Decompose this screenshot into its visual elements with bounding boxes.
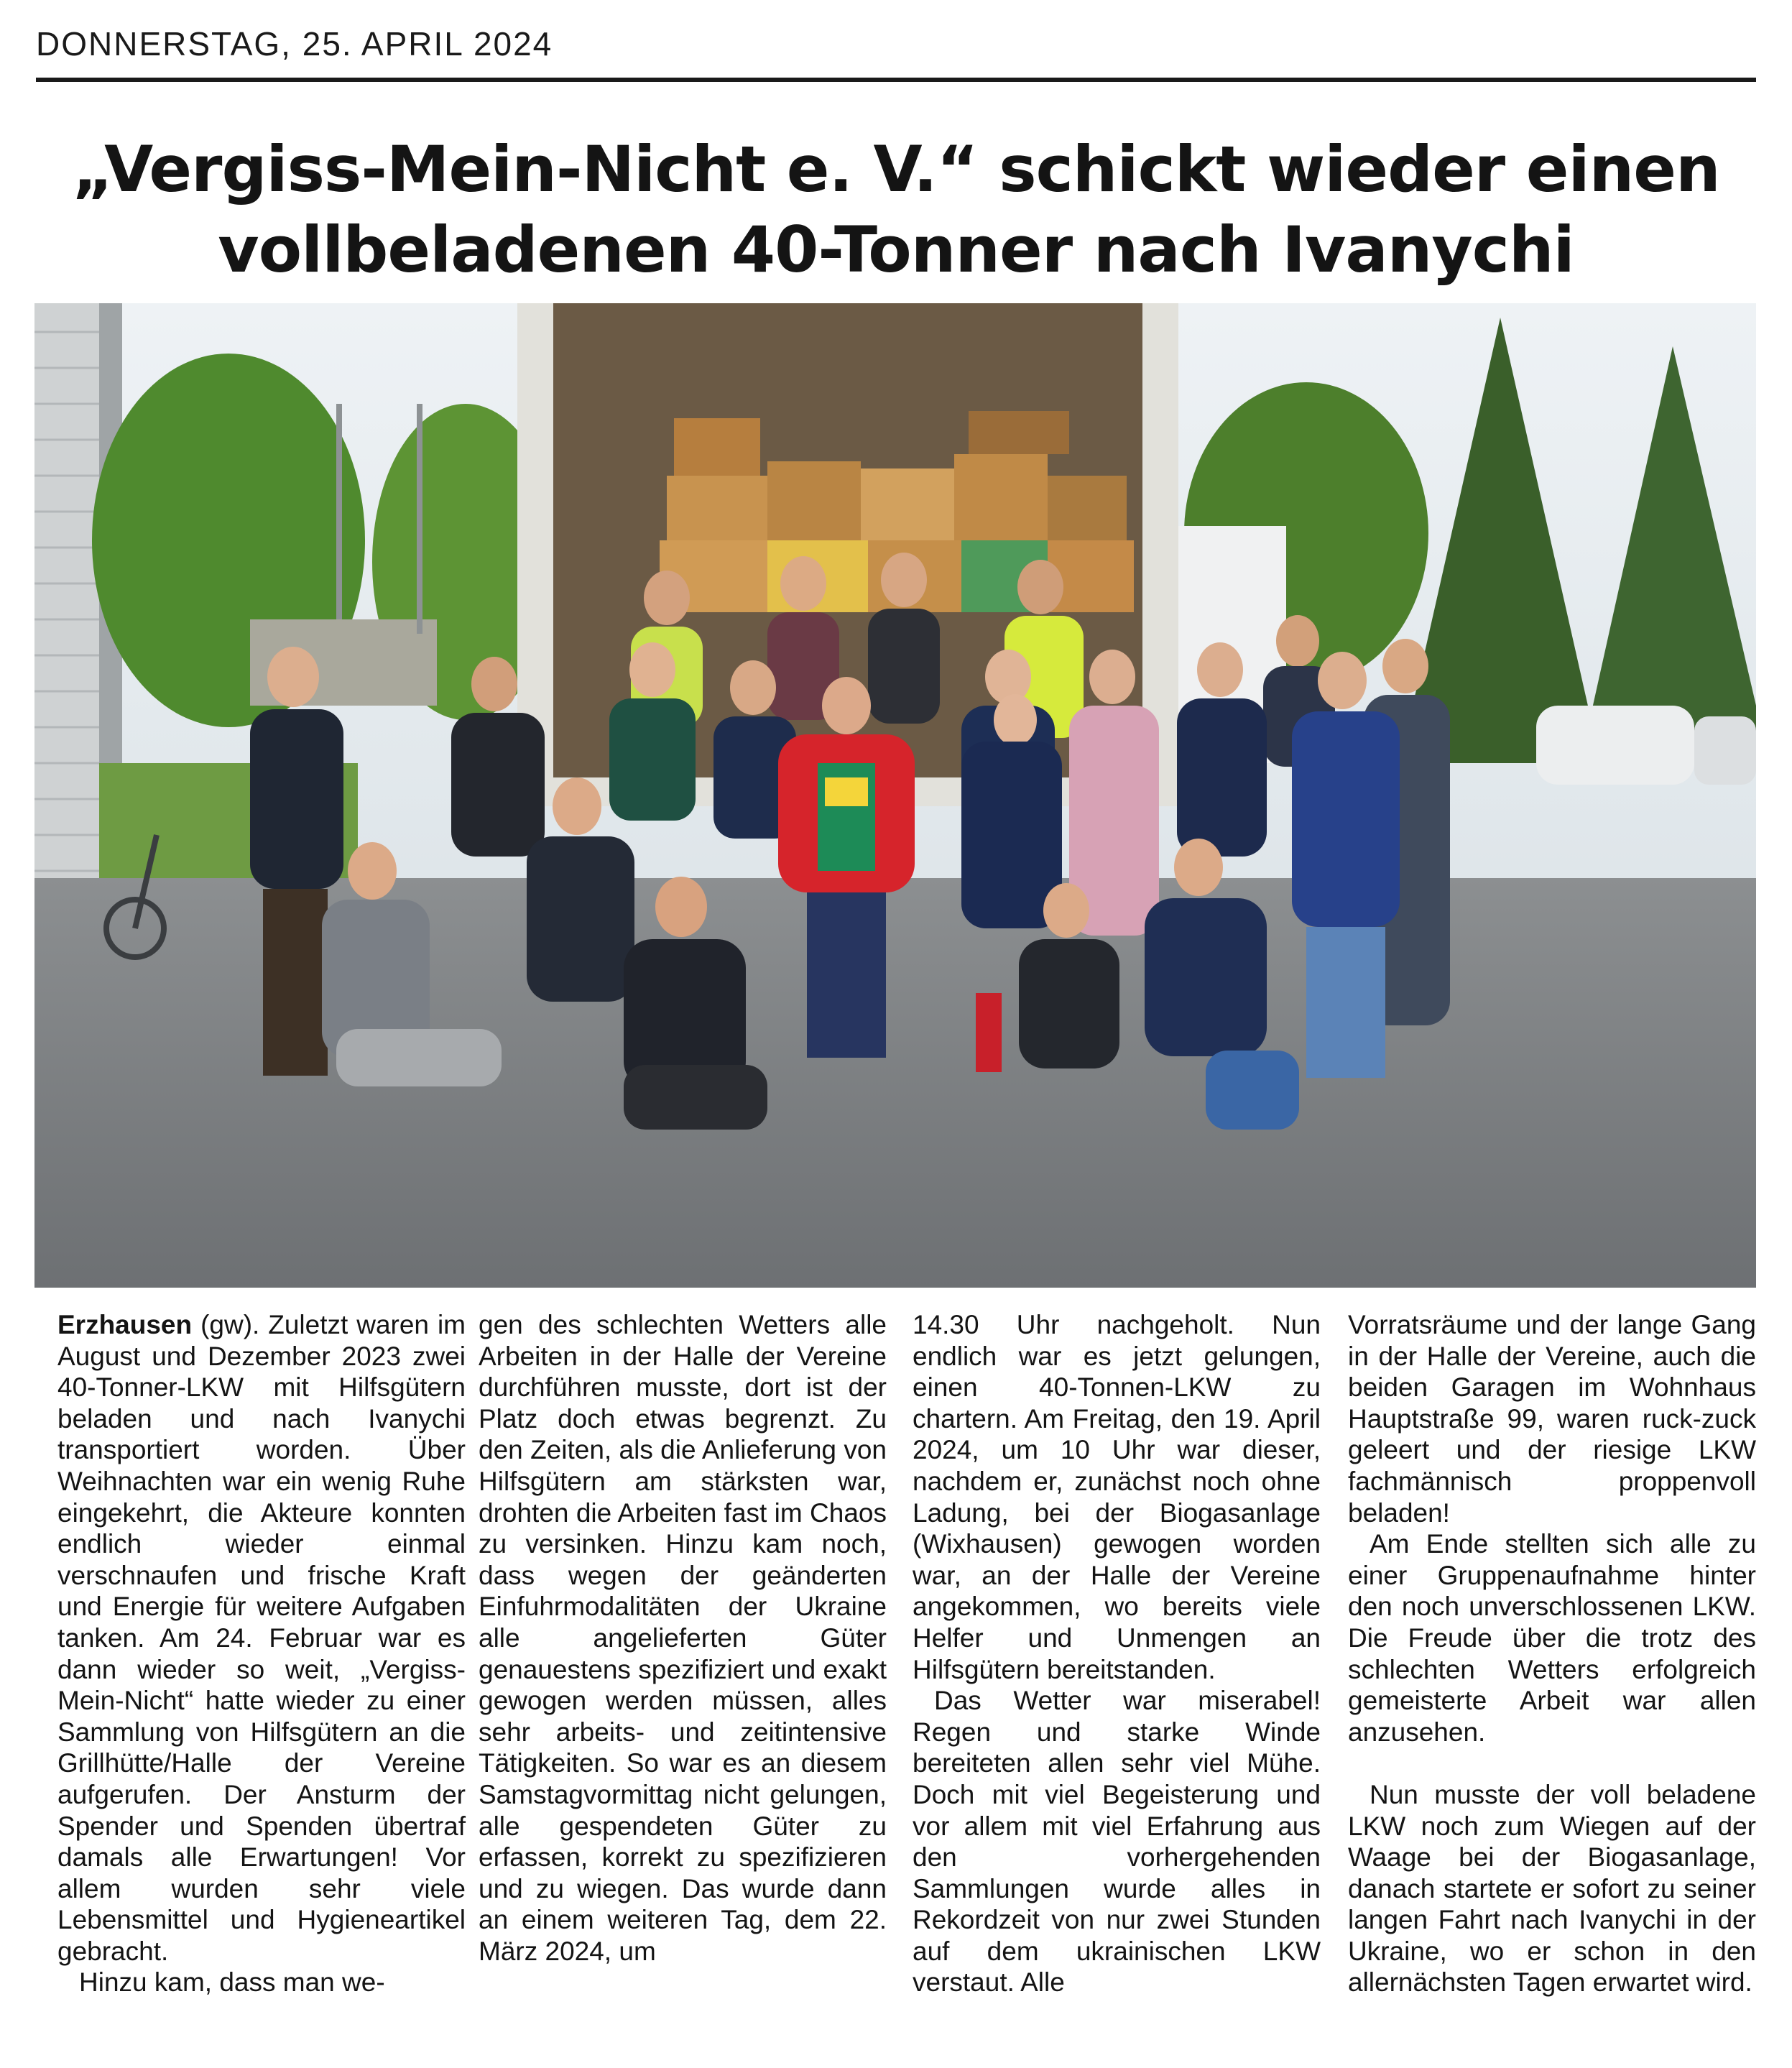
article-paragraph: Das Wetter war miserabel! Regen und starke Winde bereiteten allen sehr viel Mühe. Doch mit viel Begeisterung und vor allem mit viel Erfahrung aus den vorhergehenden Sammlungen wurde alles in Rekordzeit von nur zwei Stunden auf dem ukrainischen LKW verstaut. Alle [913, 1686, 1321, 1998]
dateline: DONNERSTAG, 25. APRIL 2024 [36, 25, 553, 63]
article-column-3 [913, 1309, 1321, 1998]
article-paragraph [57, 1309, 466, 1967]
article-column-4 [1348, 1309, 1756, 1998]
article-column-1 [57, 1309, 466, 1998]
article-paragraph: Am Ende stellten sich alle zu einer Gruppenaufnahme hinter den noch unverschlossenen LKW. Die Freude über die trotz des schlechten Wetters erfolgreich gemeisterte Arbeit war allen anzusehen. [1348, 1529, 1756, 1747]
article-column-2 [479, 1309, 887, 1967]
article-paragraph: Vorratsräume und der lange Gang in der Halle der Vereine, auch die beiden Garagen im Wohnhaus Hauptstraße 99, waren ruck-zuck geleert und der riesige LKW fachmännisch proppenvoll beladen! [1348, 1310, 1756, 1528]
article-paragraph: 14.30 Uhr nachgeholt. Nun endlich war es jetzt gelungen, einen 40-Tonnen-LKW zu chartern. Am Freitag, den 19. April 2024, um 10 Uhr war dieser, nachdem er, zunächst noch ohne Ladung, bei der Biogasanlage (Wixhausen) gewogen worden war, an der Halle der Vereine angekommen, wo bereits viele Helfer und Unmengen an Hilfsgütern bereitstanden. [913, 1310, 1321, 1684]
article-paragraph: Hinzu kam, dass man we- [79, 1967, 385, 1998]
article-paragraph: gen des schlechten Wetters alle Arbeiten in der Halle der Vereine durchführen musste, dort ist der Platz doch etwas begrenzt. Zu den Zeiten, als die Anlieferung von Hilfsgütern am stärksten war, drohten die Arbeiten fast im Chaos zu versinken. Hinzu kam noch, dass wegen der geänderten Einfuhrmodalitäten der Ukraine alle angelieferten Güter genauestens spezifiziert und exakt gewogen werden müssen, alles sehr arbeits- und zeitintensive Tätigkeiten. So war es an diesem Samstagvormittag nicht gelungen, alle gespendeten Güter zu erfassen, korrekt zu spezifizieren und zu wiegen. Das wurde dann an einem weiteren Tag, dem 22. März 2024, um [479, 1310, 887, 1966]
header-rule [36, 78, 1756, 82]
group-photo [34, 303, 1756, 1288]
headline-line-2: vollbeladenen 40-Tonner nach Ivanychi [218, 213, 1574, 287]
article-paragraph: Nun musste der voll beladene LKW noch zum Wiegen auf der Waage bei der Biogasanlage, danach startete er sofort zu seiner langen Fahrt nach Ivanychi in der Ukraine, wo er schon in den allernächsten Tagen erwartet wird. [1348, 1779, 1756, 1998]
group-photo-illustration [34, 303, 1756, 1288]
headline [36, 129, 1756, 290]
paragraph-text: (gw). Zuletzt waren im August und Dezember 2023 zwei 40-Tonner-LKW mit Hilfsgütern beladen und nach Ivanychi transportiert worden. Über Weihnachten war ein wenig Ruhe eingekehrt, die Akteure konnten endlich wieder einmal verschnaufen und frische Kraft und Energie für weitere Aufgaben tanken. Am 24. Februar war es dann wieder so weit, „Vergiss-Mein-Nicht“ hatte wieder zu einer Sammlung von Hilfsgütern an die Grillhütte/Halle der Vereine aufgerufen. Der Ansturm der Spender und Spenden übertraf damals alle Erwartungen! Vor allem wurden sehr viele Lebensmittel und Hygieneartikel gebracht. [57, 1310, 466, 1966]
article-body [0, 1309, 1792, 2064]
parked-car [1536, 706, 1694, 785]
place-name: Erzhausen [57, 1310, 193, 1339]
headline-line-1: „Vergiss-Mein-Nicht e. V.“ schickt wieder einen [72, 132, 1720, 206]
